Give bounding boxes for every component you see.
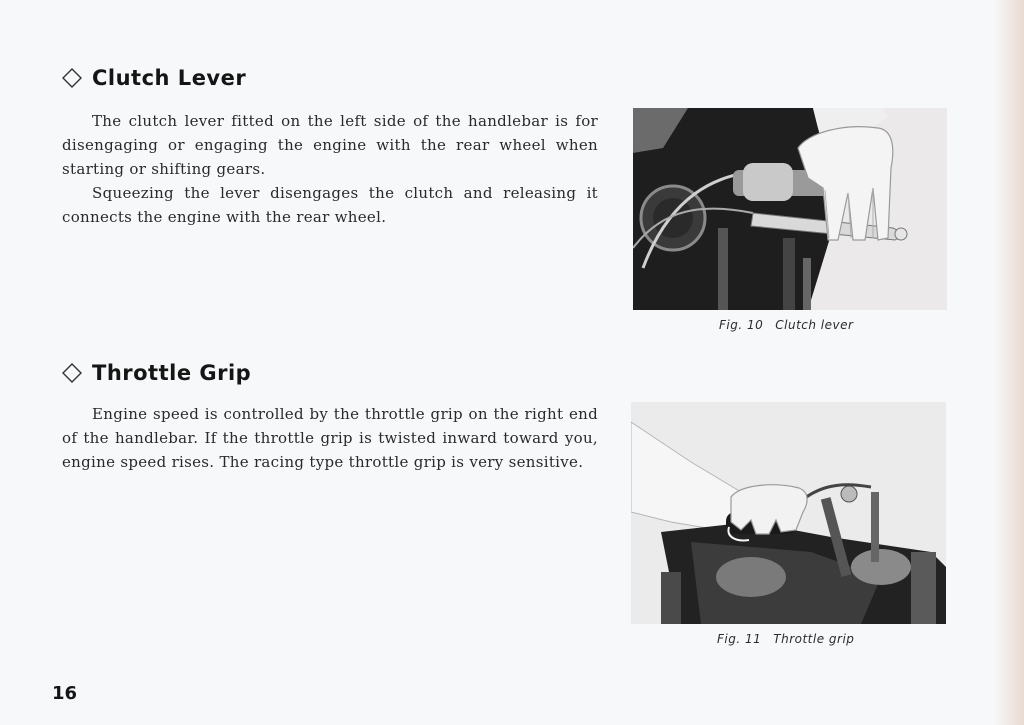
paragraph: Squeezing the lever disengages the clutch and releasing it connects the engine with the rear wheel.	[62, 184, 598, 226]
clutch-lever-photo-illustration	[633, 108, 947, 310]
page-edge-shadow	[994, 0, 1024, 725]
diamond-bullet-icon	[62, 363, 82, 383]
paragraph: Engine speed is controlled by the throttle grip on the right end of the handlebar. If the throttle grip is twisted inward toward you, engine speed rises. The racing type throttle grip is very sensitive.	[62, 405, 598, 471]
figure-number: Fig. 10	[719, 318, 764, 332]
figure-throttle-grip-photo	[631, 402, 946, 624]
diamond-bullet-icon	[62, 68, 82, 88]
section-heading-clutch-lever	[62, 66, 246, 90]
page-number: 16	[52, 683, 78, 704]
section-body-clutch-lever	[62, 109, 598, 229]
paragraph: The clutch lever fitted on the left side of the handlebar is for disengaging or engaging the engine with the rear wheel when starting or shifting gears.	[62, 112, 598, 178]
figure-number: Fig. 11	[717, 632, 762, 646]
figure-caption-clutch-lever	[719, 318, 853, 332]
section-body-throttle-grip	[62, 402, 598, 474]
figure-caption-throttle-grip	[717, 632, 854, 646]
figure-caption-text: Throttle grip	[773, 632, 855, 646]
figure-caption-text: Clutch lever	[775, 318, 854, 332]
section-heading-throttle-grip	[62, 361, 251, 385]
section-title: Clutch Lever	[92, 66, 247, 90]
throttle-grip-photo-illustration	[631, 402, 946, 624]
section-title: Throttle Grip	[92, 361, 252, 385]
figure-clutch-lever-photo	[633, 108, 947, 310]
